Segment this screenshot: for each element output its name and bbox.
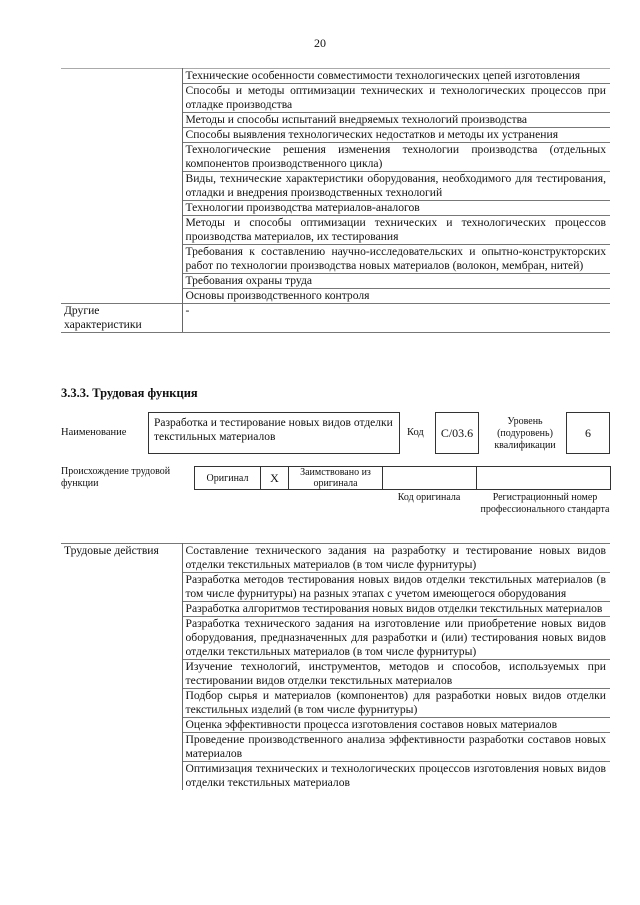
origin-reg-cell [477, 467, 611, 490]
action-item: Изучение технологий, инструментов, методов и способов, используемых при тестировании видов отделки текстильных материалов [182, 660, 610, 689]
level-box: 6 [566, 412, 610, 454]
section-title: 3.3.3. Трудовая функция [61, 386, 198, 400]
knowledge-table [61, 68, 610, 333]
knowledge-item: Технические особенности совместимости технологических цепей изготовления [182, 69, 610, 84]
actions-label: Трудовые действия [61, 544, 182, 791]
action-item: Разработка методов тестирования новых видов отделки текстильных материалов (в том числе фурнитуры) на разных этапах с учетом имеющегося оборудования [182, 573, 610, 602]
action-item: Разработка технического задания на изготовление или приобретение новых видов оборудования, предназначенных для разработки и (или) тестирования новых видов отделки текстильных материалов (в том числе фурнитуры) [182, 617, 610, 660]
name-label: Наименование [61, 427, 127, 438]
origin-original: Оригинал [195, 467, 261, 490]
action-item: Оптимизация технических и технологических процессов изготовления новых видов отделки текстильных материалов [185, 762, 606, 789]
knowledge-item: Требования охраны труда [182, 274, 610, 289]
actions-table [61, 543, 610, 790]
function-name-box: Разработка и тестирование новых видов отделки текстильных материалов [148, 412, 400, 454]
origin-label: Происхождение трудовой функции [61, 466, 171, 489]
origin-code-label: Код оригинала [397, 492, 461, 503]
page-number: 20 [314, 36, 326, 50]
other-characteristics-value: - [182, 304, 610, 333]
knowledge-item: Методы и способы оптимизации технических и технологических процессов производства материалов, их тестирования [182, 216, 610, 245]
origin-code-cell [383, 467, 477, 490]
action-item: Составление технического задания на разработку и тестирование новых видов отделки текстильных материалов (в том числе фурнитуры) [182, 544, 610, 573]
origin-borrowed: Заимствовано из оригинала [289, 467, 383, 490]
origin-mark: X [261, 467, 289, 490]
knowledge-item: Технологические решения изменения технологии производства (отдельных компонентов производственного цикла) [182, 143, 610, 172]
knowledge-label [61, 69, 182, 304]
knowledge-item: Технологии производства материалов-аналогов [182, 201, 610, 216]
other-characteristics-label: Другие характеристики [61, 304, 182, 333]
knowledge-item: Основы производственного контроля [185, 289, 370, 302]
action-item: Разработка алгоритмов тестирования новых видов отделки текстильных материалов [182, 602, 610, 617]
knowledge-item: Виды, технические характеристики оборудования, необходимого для тестирования, отладки и внедрения производственных технологий [182, 172, 610, 201]
action-item: Проведение производственного анализа эффективности разработки составов новых материалов [182, 733, 610, 762]
origin-table [194, 466, 611, 490]
knowledge-item: Способы выявления технологических недостатков и методы их устранения [182, 128, 610, 143]
level-label: Уровень (подуровень) квалификации [494, 416, 556, 451]
action-item: Оценка эффективности процесса изготовления составов новых материалов [182, 718, 610, 733]
code-label: Код [407, 427, 424, 438]
origin-reg-label: Регистрационный номер профессионального стандарта [480, 492, 610, 515]
knowledge-item: Требования к составлению научно-исследовательских и опытно-конструкторских работ по технологии производства новых материалов (волокон, мембран, нитей) [182, 245, 610, 274]
knowledge-item: Способы и методы оптимизации технических и технологических процессов при отладке производства [182, 84, 610, 113]
action-item: Подбор сырья и материалов (компонентов) для разработки новых видов отделки текстильных изделий (в том числе фурнитуры) [182, 689, 610, 718]
knowledge-item: Методы и способы испытаний внедряемых технологий производства [182, 113, 610, 128]
code-box: С/03.6 [435, 412, 479, 454]
